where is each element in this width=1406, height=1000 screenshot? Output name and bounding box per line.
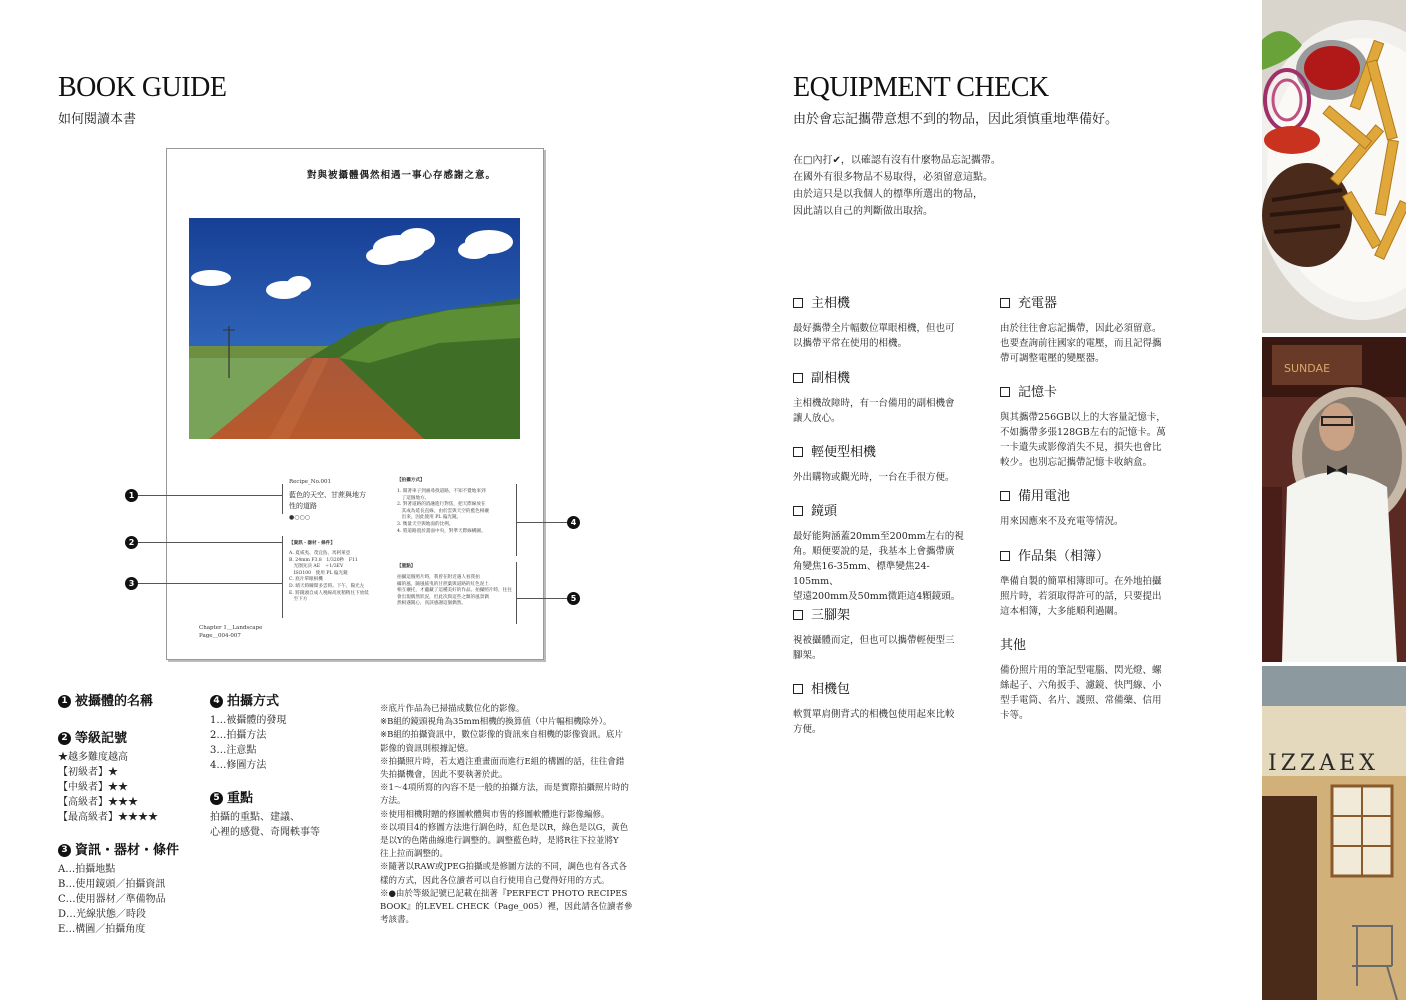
item-desc: 腳架。 xyxy=(793,650,822,661)
checkbox[interactable] xyxy=(793,447,803,457)
info-line: ISO100 使用 PL 偏光鏡 xyxy=(289,570,348,576)
diner-sign-text: SUNDAE xyxy=(1284,362,1331,375)
legend-s1-title: 被攝體的名稱 xyxy=(75,694,154,709)
level-dots: ●○○○ xyxy=(289,514,310,521)
item-name: 副相機 xyxy=(811,371,851,386)
intro-line: 由於這只是以我個人的標準所選出的物品， xyxy=(793,189,983,200)
equipment-item xyxy=(793,678,973,737)
info-lines xyxy=(289,551,379,604)
legend-line: 3…注意點 xyxy=(210,745,257,756)
checkbox[interactable] xyxy=(1000,387,1010,397)
method-line: 2. 對著道路的消融進行對焦，把天際線放在 xyxy=(397,502,486,508)
note-line: ※B組的拍攝資訊中，數位影像的資訊來自相機的影像資訊。底片 xyxy=(380,730,623,741)
equipment-item xyxy=(1000,381,1180,485)
item-name: 備用電池 xyxy=(1018,489,1071,504)
legend-s3-title: 資訊・器材・條件 xyxy=(75,843,180,858)
note-line: ※●由於等級記號已記載在拙著『PERFECT PHOTO RECIPES xyxy=(380,888,628,899)
legend-s5-title: 重點 xyxy=(227,791,254,806)
method-lines xyxy=(397,489,517,535)
item-desc: 備份照片用的筆記型電腦、閃光燈、螺 xyxy=(1000,665,1162,676)
legend-line: 1…被攝體的發現 xyxy=(210,715,287,726)
legend-s2 xyxy=(58,727,208,746)
note-line: 樣的方式，因此各位讀者可以自行使用自己覺得好用的方式。 xyxy=(380,875,610,886)
item-desc: 卡等。 xyxy=(1000,710,1029,721)
food-photo xyxy=(1262,0,1406,333)
method-line: 4. 將道路置於畫面中央，對準天際線構圖。 xyxy=(397,528,486,534)
legend-line: D…光線狀態／時段 xyxy=(58,909,147,920)
note-line: 影像的資訊則根據記憶。 xyxy=(380,743,474,754)
legend-line: 心裡的感覺、奇聞軼事等 xyxy=(210,827,320,838)
checkbox[interactable] xyxy=(793,298,803,308)
legend-line: C…使用器材／準備物品 xyxy=(58,894,166,905)
legend-line: ★越多難度越高 xyxy=(58,752,128,763)
note-line: ※隨著以RAW或JPEG拍攝或是修圖方法的不同，調色也有各式各 xyxy=(380,862,628,873)
legend-line: 【中級者】★★ xyxy=(58,782,128,793)
item-name: 三腳架 xyxy=(811,608,851,623)
legend-line: 2…拍攝方法 xyxy=(210,730,267,741)
note-line: ※拍攝照片時，若太過注重畫面而進行E組的構圖的話，往往會錯 xyxy=(380,756,625,767)
checkbox[interactable] xyxy=(1000,491,1010,501)
points-line: 會出現偶然狀況，但此次與這些之類的風景偶 xyxy=(397,594,489,600)
legend-s5 xyxy=(210,787,370,806)
checkbox[interactable] xyxy=(793,684,803,694)
callout-3: 3 xyxy=(125,577,138,590)
note-line: 方法。 xyxy=(380,796,406,807)
recipe-title: 藍色的天空、甘蔗與地方性的道路 xyxy=(289,491,366,510)
book-guide-title: BOOK GUIDE xyxy=(58,72,227,103)
checkbox[interactable] xyxy=(1000,551,1010,561)
num-badge-5: 5 xyxy=(210,792,223,805)
chapter-label: Chapter 1＿Landscape xyxy=(199,625,263,631)
item-desc: 視被攝體而定，但也可以攜帶輕便型三 xyxy=(793,635,955,646)
item-desc: 準備自製的簡單相簿即可。在外地拍攝 xyxy=(1000,576,1162,587)
checkbox[interactable] xyxy=(1000,298,1010,308)
item-desc: 由於往往會忘記攜帶，因此必須留意。 xyxy=(1000,323,1162,334)
info-line: 至下方 xyxy=(289,597,308,603)
equipment-item xyxy=(1000,545,1180,634)
legend-line: 【初級者】★ xyxy=(58,767,118,778)
callout-line-4 xyxy=(516,522,568,523)
info-line: D. 晴天時瞬間多雲時。下午，陽光左 xyxy=(289,583,365,589)
food-photo-svg xyxy=(1262,0,1406,333)
item-desc: 讓人放心。 xyxy=(793,413,841,424)
equipment-col-right xyxy=(1000,292,1180,723)
item-name: 作品集（相簿） xyxy=(1018,549,1110,564)
legend-col-2 xyxy=(210,690,370,840)
item-desc: 絲起子、六角扳手、濾鏡、快門線、小 xyxy=(1000,680,1162,691)
equipment-item xyxy=(793,441,973,500)
callout-line-2 xyxy=(138,542,282,543)
callout-5: 5 xyxy=(567,592,580,605)
sample-headline: 對與被攝體偶然相遇一事心存感謝之意。 xyxy=(307,170,497,181)
legend-line: 【最高級者】★★★★ xyxy=(58,812,158,823)
legend-s1 xyxy=(58,690,208,709)
info-line: B. 24mm F3.8 1/320秒 F11 xyxy=(289,557,358,563)
diner-photo xyxy=(1262,337,1406,662)
points-lines xyxy=(397,575,517,608)
info-line: A. 夏威夷、茂宜島、馬阿萊亞 xyxy=(289,551,351,556)
num-badge-4: 4 xyxy=(210,695,223,708)
bracket-line xyxy=(516,562,517,624)
method-line: 3. 衡量天空與地面的比例。 xyxy=(397,521,454,527)
method-line: 其成為延長直線，由於雲與天空的藍色相襯 xyxy=(397,508,489,514)
bracket-line xyxy=(282,484,283,514)
intro-line: 在國外有很多物品不易取得，必須留意這點。 xyxy=(793,172,993,183)
equipment-item xyxy=(793,367,973,441)
method-line: 1. 開著車子到處尋找道路，不知不覺地來到 xyxy=(397,489,486,494)
item-desc: 不如攜帶多張128GB左右的記憶卡。萬 xyxy=(1000,427,1166,438)
item-name: 鏡頭 xyxy=(811,504,838,519)
storefront-photo-svg xyxy=(1262,666,1406,1000)
item-desc: 較少。也別忘記攜帶記憶卡收納盒。 xyxy=(1000,457,1153,468)
item-desc: 與其攜帶256GB以上的大容量記憶卡， xyxy=(1000,412,1166,423)
item-desc: 最好攜帶全片幅數位單眼相機，但也可 xyxy=(793,323,955,334)
notes-block xyxy=(380,703,640,927)
item-desc: 角變焦16-35mm、標準變焦24-105mm、 xyxy=(793,561,930,587)
item-desc: 方便。 xyxy=(793,724,822,735)
note-line: 是以Y的色階曲線進行調整的。調整藍色時，是將R往下拉並將Y xyxy=(380,836,619,847)
item-desc: 最好能夠涵蓋20mm至200mm左右的視 xyxy=(793,531,964,542)
legend-line: 4…修圖方法 xyxy=(210,760,267,771)
note-line: ※1～4項所寫的內容不是一般的拍攝方法，而是實際拍攝照片時的 xyxy=(380,783,629,794)
item-desc: 望遠200mm及50mm微距這4顆鏡頭。 xyxy=(793,591,961,602)
item-name: 輕便型相機 xyxy=(811,445,877,460)
item-desc: 也要查詢前往國家的電壓，而且記得攜 xyxy=(1000,338,1162,349)
callout-4: 4 xyxy=(567,516,580,529)
equipment-item xyxy=(1000,292,1180,381)
callout-line-5 xyxy=(516,598,568,599)
equipment-title: EQUIPMENT CHECK xyxy=(793,72,1049,103)
book-guide-subtitle: 如何閱讀本書 xyxy=(58,112,137,127)
item-desc: 型手電筒、名片、護照、常備藥、信用 xyxy=(1000,695,1162,706)
callout-2: 2 xyxy=(125,536,138,549)
note-line: BOOK』的LEVEL CHECK（Page_005）裡，因此請各位讀者參 xyxy=(380,902,633,913)
item-desc: 帶可調整電壓的變壓器。 xyxy=(1000,353,1105,364)
item-name: 記憶卡 xyxy=(1018,385,1058,400)
legend-s4-title: 拍攝方式 xyxy=(227,694,280,709)
equipment-item xyxy=(793,604,973,678)
note-line: 失拍攝機會，因此不要執著於此。 xyxy=(380,770,508,781)
legend-line: B…使用鏡頭／拍攝資訊 xyxy=(58,879,166,890)
recipe-no: Recipe_No.001 xyxy=(289,479,332,485)
item-name: 相機包 xyxy=(811,682,851,697)
legend-s3 xyxy=(58,839,208,858)
item-desc: 照片時，若須取得許可的話，只要提出 xyxy=(1000,591,1162,602)
info-header: 【資訊・器材・條件】 xyxy=(289,541,335,546)
bracket-line xyxy=(516,484,517,556)
equipment-item xyxy=(1000,485,1180,545)
legend-line: 拍攝的重點、建議、 xyxy=(210,812,300,823)
storefront-sign-text: IZZAEX xyxy=(1268,751,1379,776)
method-line: 出來，因此使用 PL 偏光鏡。 xyxy=(397,515,462,521)
checkbox[interactable] xyxy=(793,373,803,383)
info-line: C. 底片單眼相機 xyxy=(289,577,323,583)
num-badge-2: 2 xyxy=(58,732,71,745)
legend-line: 【高級者】★★★ xyxy=(58,797,138,808)
landscape-photo-svg xyxy=(189,218,520,439)
item-desc: 這本相簿，大多能順利過關。 xyxy=(1000,606,1124,617)
equipment-subtitle: 由於會忘記攜帶意想不到的物品，因此須慎重地準備好。 xyxy=(793,112,1119,127)
callout-line-1 xyxy=(138,495,282,496)
info-line: E. 將鏡頭自成人視線高度稍稍往下放低 xyxy=(289,590,369,596)
equipment-other xyxy=(1000,634,1180,723)
equipment-item xyxy=(793,292,973,367)
note-line: 考該書。 xyxy=(380,915,415,926)
intro-line: 在□內打✔，以確認有沒有什麼物品忘記攜帶。 xyxy=(793,155,1001,166)
bracket-line xyxy=(282,536,283,618)
legend-s2-title: 等級記號 xyxy=(75,731,128,746)
method-line: 了這個地方。 xyxy=(397,495,430,501)
equipment-item xyxy=(793,500,973,604)
points-line: 然相遇開心，真該感謝這個偶然。 xyxy=(397,601,466,607)
num-badge-3: 3 xyxy=(58,844,71,857)
note-line: ※以項目4的修圖方法進行調色時，紅色是以R，綠色是以G，黃色 xyxy=(380,822,629,833)
storefront-photo xyxy=(1262,666,1406,1000)
item-desc: 軟質單肩側背式的相機包使用起來比較 xyxy=(793,709,955,720)
legend-col-1 xyxy=(58,690,208,937)
note-line: ※B組的鏡頭視角為35mm相機的換算值（中片幅相機除外）。 xyxy=(380,717,612,728)
equipment-intro xyxy=(793,152,1001,220)
item-desc: 外出購物或觀光時，一台在手很方便。 xyxy=(793,472,955,483)
equipment-col-left xyxy=(793,292,973,737)
page-range: Page＿004-007 xyxy=(199,633,241,639)
points-line: 相互襯托，才蘊藏了這種美好的作品。拍攝照片時，往往 xyxy=(397,588,512,594)
item-desc: 角。順便要說的是，我基本上會攜帶廣 xyxy=(793,546,955,557)
note-line: ※底片作品為已掃描成數位化的影像。 xyxy=(380,704,525,714)
callout-line-3 xyxy=(138,583,282,584)
intro-line: 因此請以自己的判斷做出取捨。 xyxy=(793,206,933,217)
landscape-photo xyxy=(189,218,520,439)
callout-1: 1 xyxy=(125,489,138,502)
checkbox[interactable] xyxy=(793,610,803,620)
points-line: 拍攝這個照片時，我曾在附近遇人看我拍 xyxy=(397,575,480,580)
diner-photo-svg xyxy=(1262,337,1406,662)
legend-line: E…構圖／拍攝角度 xyxy=(58,924,146,935)
item-name: 主相機 xyxy=(811,296,851,311)
points-line: 攝的風，隨風搖曳的甘蔗葉與道路的紅色泥土 xyxy=(397,581,489,587)
item-desc: 一卡遺失或影像消失不見，損失也會比 xyxy=(1000,442,1162,453)
points-header: 【重點】 xyxy=(397,564,416,569)
item-desc: 主相機故障時，有一台備用的副相機會 xyxy=(793,398,955,409)
item-desc: 用來因應來不及充電等情況。 xyxy=(1000,516,1124,527)
legend-line: A…拍攝地點 xyxy=(58,864,116,875)
legend-s4 xyxy=(210,690,370,709)
item-desc: 以攜帶平常在使用的相機。 xyxy=(793,338,908,349)
method-header: 【拍攝方式】 xyxy=(397,478,425,483)
other-title: 其他 xyxy=(1000,638,1027,653)
item-name: 充電器 xyxy=(1018,296,1058,311)
note-line: ※使用相機附贈的修圖軟體與市售的修圖軟體進行影像編修。 xyxy=(380,809,610,820)
num-badge-1: 1 xyxy=(58,695,71,708)
info-line: 光圈先決 AE ＋1/3EV xyxy=(289,564,344,570)
checkbox[interactable] xyxy=(793,506,803,516)
note-line: 往上拉而調整的。 xyxy=(380,849,449,860)
